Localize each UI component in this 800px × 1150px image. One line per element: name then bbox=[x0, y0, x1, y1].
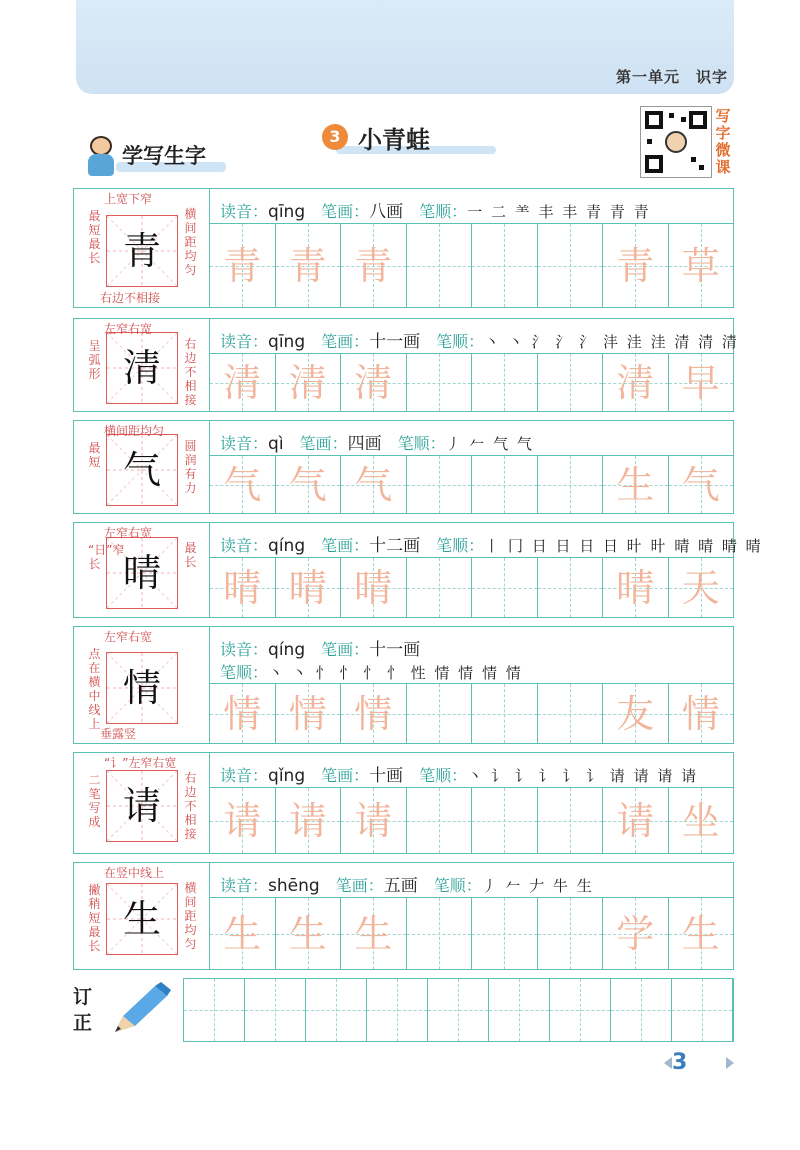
practice-cell[interactable] bbox=[669, 788, 734, 853]
practice-character: 青 bbox=[616, 244, 655, 288]
practice-cell[interactable] bbox=[538, 788, 604, 853]
practice-character bbox=[472, 558, 537, 617]
practice-character: 请 bbox=[616, 799, 655, 843]
practice-cell[interactable] bbox=[341, 558, 407, 617]
page-number: 3 bbox=[672, 1050, 688, 1075]
character-info: 读音：qì 笔画：四画 笔顺：丿 𠂉 气 气 bbox=[220, 434, 534, 454]
prev-page-icon[interactable] bbox=[664, 1057, 672, 1069]
practice-cell[interactable] bbox=[341, 354, 407, 411]
correction-grid[interactable] bbox=[183, 978, 734, 1042]
practice-cell[interactable] bbox=[276, 224, 342, 307]
reference-panel bbox=[74, 523, 210, 617]
stroke-order: 丿 𠂉 𠂇 牛 生 bbox=[481, 877, 594, 895]
practice-cell[interactable] bbox=[603, 354, 669, 411]
stroke-count: 十二画 bbox=[369, 536, 421, 556]
practice-cell[interactable] bbox=[210, 354, 276, 411]
practice-character: 青 bbox=[354, 244, 393, 288]
practice-character bbox=[538, 684, 603, 743]
strokes-label: 笔画 bbox=[321, 536, 354, 555]
pinyin: qīng bbox=[268, 202, 306, 222]
reference-panel bbox=[74, 753, 210, 853]
character-info: 读音：qīng 笔画：十一画 笔顺：丶 丶 氵 氵 氵 沣 洼 洼 清 清 清 bbox=[220, 332, 739, 352]
pinyin-label: 读音 bbox=[220, 766, 253, 785]
tip-top: 上宽下窄 bbox=[104, 192, 153, 206]
pinyin: qíng bbox=[268, 640, 306, 660]
practice-character: 天 bbox=[681, 566, 720, 610]
practice-character bbox=[472, 898, 537, 969]
character-info: 读音：shēng 笔画：五画 笔顺：丿 𠂉 𠂇 牛 生 bbox=[220, 876, 594, 896]
character-info: 读音：qíng 笔画：十一画 笔顺：丶 丶 忄 忄 忄 忄 性 情 情 情 情 bbox=[220, 640, 523, 682]
practice-cell[interactable] bbox=[669, 558, 734, 617]
practice-character: 生 bbox=[354, 912, 393, 956]
practice-grid[interactable] bbox=[210, 455, 733, 513]
tip-right: 横间距均匀 bbox=[184, 881, 197, 951]
student-avatar-icon bbox=[84, 136, 118, 176]
practice-cell[interactable] bbox=[276, 788, 342, 853]
model-character: 晴 bbox=[122, 551, 161, 595]
pinyin: qì bbox=[268, 434, 284, 454]
pinyin-label: 读音 bbox=[220, 536, 253, 555]
practice-character: 生 bbox=[288, 912, 327, 956]
practice-cell[interactable] bbox=[276, 354, 342, 411]
practice-cell[interactable] bbox=[538, 354, 604, 411]
practice-cell[interactable] bbox=[603, 898, 669, 969]
character-row bbox=[73, 522, 763, 618]
model-character-box bbox=[106, 332, 178, 404]
practice-character: 气 bbox=[354, 463, 393, 507]
order-label: 笔顺 bbox=[419, 766, 452, 785]
tip-left: 撇稍短最长 bbox=[88, 883, 101, 953]
model-character-box bbox=[106, 215, 178, 287]
practice-cell[interactable] bbox=[538, 898, 604, 969]
pinyin-label: 读音 bbox=[220, 876, 253, 895]
model-character: 情 bbox=[122, 666, 161, 710]
practice-cell[interactable] bbox=[276, 898, 342, 969]
tip-bottom: 垂露竖 bbox=[100, 727, 137, 741]
practice-cell[interactable] bbox=[407, 788, 473, 853]
model-character: 生 bbox=[122, 897, 161, 941]
practice-character bbox=[407, 354, 472, 411]
practice-cell[interactable] bbox=[538, 456, 604, 513]
order-label: 笔顺 bbox=[436, 536, 469, 555]
character-info: 读音：qīng 笔画：八画 笔顺：一 二 ⺷ 丰 丰 青 青 青 bbox=[220, 202, 651, 222]
tip-left: 最短最长 bbox=[88, 209, 101, 265]
practice-cell[interactable] bbox=[341, 224, 407, 307]
practice-character bbox=[538, 354, 603, 411]
practice-cell[interactable] bbox=[669, 684, 734, 743]
practice-character: 友 bbox=[616, 692, 655, 736]
tip-top: 横间距均匀 bbox=[104, 424, 165, 438]
tip-left: 点在横中线上 bbox=[88, 647, 101, 731]
practice-cell[interactable] bbox=[341, 898, 407, 969]
practice-character: 清 bbox=[288, 361, 327, 405]
stroke-count: 十画 bbox=[369, 766, 404, 786]
practice-character: 生 bbox=[681, 912, 720, 956]
reference-panel bbox=[74, 627, 210, 743]
practice-grid[interactable] bbox=[210, 683, 733, 743]
stroke-order: 丶 讠 讠 讠 讠 讠 请 请 请 请 bbox=[467, 767, 699, 785]
character-info: 读音：qíng 笔画：十二画 笔顺：丨 冂 日 日 日 日 旪 旪 晴 晴 晴 晴 bbox=[220, 536, 763, 556]
practice-character bbox=[538, 788, 603, 853]
practice-character: 青 bbox=[223, 244, 262, 288]
stroke-count: 十一画 bbox=[369, 640, 421, 660]
practice-character bbox=[472, 788, 537, 853]
stroke-order: 一 二 ⺷ 丰 丰 青 青 青 bbox=[467, 203, 651, 221]
model-character-box bbox=[106, 770, 178, 842]
pinyin: qīng bbox=[268, 332, 306, 352]
practice-character: 气 bbox=[223, 463, 262, 507]
order-label: 笔顺 bbox=[220, 663, 253, 682]
strokes-label: 笔画 bbox=[321, 640, 354, 659]
pinyin: qíng bbox=[268, 536, 306, 556]
pinyin-label: 读音 bbox=[220, 640, 253, 659]
practice-cell[interactable] bbox=[472, 684, 538, 743]
practice-cell[interactable] bbox=[210, 898, 276, 969]
stroke-count: 八画 bbox=[369, 202, 404, 222]
strokes-label: 笔画 bbox=[321, 202, 354, 221]
practice-cell[interactable] bbox=[603, 456, 669, 513]
practice-grid[interactable] bbox=[210, 897, 733, 969]
practice-character bbox=[407, 456, 472, 513]
tip-top: 在竖中线上 bbox=[104, 866, 165, 880]
pinyin-label: 读音 bbox=[220, 332, 253, 351]
practice-cell[interactable] bbox=[538, 224, 604, 307]
practice-character bbox=[407, 684, 472, 743]
tip-right: 右边不相接 bbox=[184, 337, 197, 407]
practice-character: 情 bbox=[223, 692, 262, 736]
correction-area bbox=[73, 978, 734, 1042]
practice-character: 清 bbox=[616, 361, 655, 405]
practice-cell[interactable] bbox=[603, 788, 669, 853]
tip-right: 右边不相接 bbox=[184, 771, 197, 841]
practice-cell[interactable] bbox=[407, 354, 473, 411]
tip-top: 左窄右宽 bbox=[104, 322, 153, 336]
tip-bottom: 右边不相接 bbox=[100, 291, 161, 305]
strokes-label: 笔画 bbox=[321, 766, 354, 785]
stroke-order: 丿 𠂉 气 气 bbox=[445, 435, 534, 453]
strokes-label: 笔画 bbox=[335, 876, 368, 895]
practice-cell[interactable] bbox=[407, 224, 473, 307]
practice-character bbox=[472, 354, 537, 411]
tip-right: 横间距均匀 bbox=[184, 207, 197, 277]
reference-panel bbox=[74, 863, 210, 969]
strokes-label: 笔画 bbox=[321, 332, 354, 351]
stroke-count: 四画 bbox=[347, 434, 382, 454]
practice-cell[interactable] bbox=[407, 456, 473, 513]
tip-top: 左窄右宽 bbox=[104, 630, 153, 644]
stroke-order: 丶 丶 氵 氵 氵 沣 洼 洼 清 清 清 bbox=[484, 333, 739, 351]
practice-character bbox=[472, 224, 537, 307]
character-row bbox=[73, 420, 734, 514]
practice-character bbox=[538, 898, 603, 969]
model-character: 气 bbox=[122, 448, 161, 492]
practice-cell[interactable] bbox=[603, 558, 669, 617]
section-title bbox=[76, 128, 236, 178]
stroke-order: 丶 丶 忄 忄 忄 忄 性 情 情 情 情 bbox=[268, 664, 523, 682]
character-row bbox=[73, 188, 734, 308]
lesson-title: 小青蛙 bbox=[358, 126, 430, 154]
tip-left: 二笔写成 bbox=[88, 773, 101, 829]
practice-cell[interactable] bbox=[210, 224, 276, 307]
model-character-box bbox=[106, 883, 178, 955]
pinyin-label: 读音 bbox=[220, 202, 253, 221]
practice-character bbox=[407, 788, 472, 853]
practice-cell[interactable] bbox=[538, 558, 604, 617]
practice-character: 学 bbox=[616, 912, 655, 956]
practice-character: 气 bbox=[288, 463, 327, 507]
practice-cell[interactable] bbox=[472, 224, 538, 307]
section-title-text: 学写生字 bbox=[122, 144, 206, 168]
practice-grid[interactable] bbox=[210, 557, 733, 617]
stroke-count: 十一画 bbox=[369, 332, 421, 352]
practice-character bbox=[472, 684, 537, 743]
strokes-label: 笔画 bbox=[299, 434, 332, 453]
pinyin-label: 读音 bbox=[220, 434, 253, 453]
practice-cell[interactable] bbox=[538, 684, 604, 743]
practice-cell[interactable] bbox=[472, 898, 538, 969]
practice-character: 情 bbox=[288, 692, 327, 736]
practice-cell[interactable] bbox=[407, 558, 473, 617]
model-character: 青 bbox=[122, 229, 161, 273]
character-row bbox=[73, 318, 739, 412]
practice-grid[interactable] bbox=[210, 223, 733, 307]
model-character-box bbox=[106, 434, 178, 506]
practice-character: 草 bbox=[681, 244, 720, 288]
practice-cell[interactable] bbox=[407, 898, 473, 969]
practice-character: 请 bbox=[354, 799, 393, 843]
practice-cell[interactable] bbox=[210, 684, 276, 743]
practice-character: 生 bbox=[223, 912, 262, 956]
practice-character bbox=[407, 224, 472, 307]
practice-character: 情 bbox=[354, 692, 393, 736]
practice-cell[interactable] bbox=[669, 898, 734, 969]
practice-cell[interactable] bbox=[210, 788, 276, 853]
practice-cell[interactable] bbox=[276, 456, 342, 513]
order-label: 笔顺 bbox=[436, 332, 469, 351]
practice-character: 清 bbox=[354, 361, 393, 405]
practice-cell[interactable] bbox=[407, 684, 473, 743]
practice-character: 请 bbox=[288, 799, 327, 843]
practice-character: 早 bbox=[681, 361, 720, 405]
pinyin: qǐng bbox=[268, 766, 306, 786]
practice-character: 生 bbox=[616, 463, 655, 507]
qr-code-icon[interactable] bbox=[640, 106, 712, 178]
tip-top: 左窄右宽 bbox=[104, 526, 153, 540]
stroke-order: 丨 冂 日 日 日 日 旪 旪 晴 晴 晴 晴 bbox=[484, 537, 763, 555]
practice-character: 情 bbox=[681, 692, 720, 736]
reference-panel bbox=[74, 319, 210, 411]
pinyin: shēng bbox=[268, 876, 320, 896]
practice-cell[interactable] bbox=[276, 684, 342, 743]
practice-cell[interactable] bbox=[341, 788, 407, 853]
practice-cell[interactable] bbox=[603, 224, 669, 307]
tip-left: “日”窄长 bbox=[88, 543, 125, 571]
practice-cell[interactable] bbox=[603, 684, 669, 743]
practice-cell[interactable] bbox=[472, 456, 538, 513]
character-row bbox=[73, 862, 734, 970]
practice-cell[interactable] bbox=[341, 456, 407, 513]
model-character: 清 bbox=[122, 346, 161, 390]
practice-cell[interactable] bbox=[669, 354, 734, 411]
practice-grid[interactable] bbox=[210, 787, 733, 853]
order-label: 笔顺 bbox=[433, 876, 466, 895]
practice-character: 青 bbox=[288, 244, 327, 288]
practice-character bbox=[407, 558, 472, 617]
reference-panel bbox=[74, 189, 210, 307]
qr-label: 写字微课 bbox=[715, 107, 731, 176]
practice-grid[interactable] bbox=[210, 353, 733, 411]
practice-character: 晴 bbox=[288, 566, 327, 610]
practice-character: 坐 bbox=[681, 799, 720, 843]
practice-character bbox=[538, 558, 603, 617]
practice-character: 晴 bbox=[616, 566, 655, 610]
correction-label: 订正 bbox=[73, 986, 93, 1034]
practice-character: 气 bbox=[681, 463, 720, 507]
practice-character: 清 bbox=[223, 361, 262, 405]
practice-cell[interactable] bbox=[669, 224, 734, 307]
reference-panel bbox=[74, 421, 210, 513]
practice-cell[interactable] bbox=[341, 684, 407, 743]
model-character-box bbox=[106, 652, 178, 724]
tip-top: “讠”左窄右宽 bbox=[104, 756, 177, 770]
tip-right: 最长 bbox=[184, 541, 197, 569]
tip-left: 呈弧形 bbox=[88, 339, 101, 381]
character-info: 读音：qǐng 笔画：十画 笔顺：丶 讠 讠 讠 讠 讠 请 请 请 请 bbox=[220, 766, 699, 786]
practice-character bbox=[538, 456, 603, 513]
tip-left: 最短 bbox=[88, 441, 101, 469]
practice-cell[interactable] bbox=[210, 558, 276, 617]
next-page-icon[interactable] bbox=[726, 1057, 734, 1069]
practice-cell[interactable] bbox=[472, 558, 538, 617]
practice-cell[interactable] bbox=[276, 558, 342, 617]
model-character: 请 bbox=[122, 784, 161, 828]
character-row bbox=[73, 626, 734, 744]
pencil-icon bbox=[105, 982, 175, 1038]
practice-character bbox=[407, 898, 472, 969]
order-label: 笔顺 bbox=[397, 434, 430, 453]
practice-character: 晴 bbox=[354, 566, 393, 610]
practice-cell[interactable] bbox=[669, 456, 734, 513]
stroke-count: 五画 bbox=[383, 876, 418, 896]
order-label: 笔顺 bbox=[419, 202, 452, 221]
character-row bbox=[73, 752, 734, 854]
practice-cell[interactable] bbox=[472, 354, 538, 411]
tip-right: 圆润有力 bbox=[184, 439, 197, 495]
practice-character: 请 bbox=[223, 799, 262, 843]
practice-cell[interactable] bbox=[210, 456, 276, 513]
unit-label: 第一单元 识字 bbox=[615, 68, 728, 86]
lesson-number-badge: 3 bbox=[322, 124, 348, 150]
practice-character: 晴 bbox=[223, 566, 262, 610]
practice-character bbox=[472, 456, 537, 513]
practice-cell[interactable] bbox=[472, 788, 538, 853]
practice-character bbox=[538, 224, 603, 307]
